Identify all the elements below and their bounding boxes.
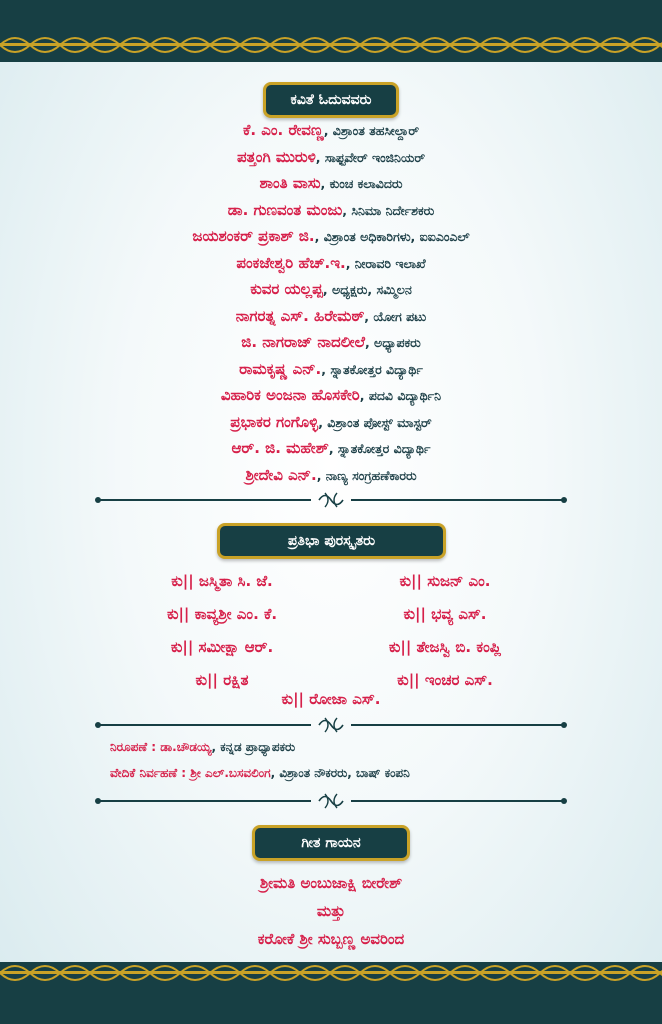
list-item: ಕೆ. ಎಂ. ರೇವಣ್ಣ, ವಿಶ್ರಾಂತ ತಹಸೀಲ್ದಾರ್ [242,121,420,139]
ornamental-border-top [0,30,662,60]
list-item: ನಾಗರತ್ನ ಎಸ್. ಹಿರೇಮಠ್, ಯೋಗ ಪಟು [235,306,427,325]
list-item: ಪಂಕಜೇಶ್ವರಿ ಹೆಚ್.ಇ., ನೀರಾವರಿ ಇಲಾಖೆ [236,253,426,272]
list-item: ಜಿ. ನಾಗರಾಜ್ ನಾದಲೀಲೆ, ಅಧ್ಯಾಪಕರು [241,333,421,351]
ornamental-border-bottom [0,958,662,988]
moderation-credit: ನಿರೂಪಣೆ : ಡಾ.ಚೌಡಯ್ಯ, ಕನ್ನಡ ಪ್ರಾಧ್ಯಾಪಕರು [110,740,296,754]
stage-credit: ವೇದಿಕೆ ನಿರ್ವಹಣೆ : ಶ್ರೀ ಎಲ್.ಬಸವಲಿಂಗ, ವಿಶ್ರಾಂತ ನೌಕರರು, ಬಾಷ್ ಕಂಪನಿ [110,766,410,780]
award-name: ಕು|| ಸುಜನ್ ಎಂ. [399,572,491,590]
list-item: ಡಾ. ಗುಣವಂತ ಮಂಜು, ಸಿನಿಮಾ ನಿರ್ದೇಶಕರು [227,200,435,219]
award-name-last: ಕು|| ರೋಜಾ ಎಸ್. [281,690,381,708]
list-item: ಪ್ರಭಾಕರ ಗಂಗೊಳ್ಳಿ, ವಿಶ್ರಾಂತ ಪೋಸ್ಟ್ ಮಾಸ್ಟರ್ [230,412,432,431]
list-item: ಕುವರ ಯಲ್ಲಪ್ಪ, ಅಧ್ಯಕ್ಷರು, ಸಮ್ಮಿಲನ [250,280,412,298]
awards-heading: ಪ್ರತಿಭಾ ಪುರಸ್ಕೃತರು [217,523,446,559]
awards-left-column [102,565,342,697]
singer-line-2: ಮತ್ತು [316,902,346,920]
ornament-divider [95,792,567,810]
songs-heading: ಗೀತ ಗಾಯನ [252,825,410,861]
award-name: ಕು|| ಸಮೀಕ್ಷಾ ಆರ್. [170,638,274,656]
list-item: ಆರ್. ಜಿ. ಮಹೇಶ್, ಸ್ನಾತಕೋತ್ತರ ವಿದ್ಯಾರ್ಥಿ [231,439,431,457]
award-name: ಕು|| ಜಸ್ಮಿತಾ ಸಿ. ಜೆ. [171,572,273,590]
award-name: ಕು|| ಕಾವ್ಯಶ್ರೀ ಎಂ. ಕೆ. [166,605,278,623]
list-item: ಪತ್ತಂಗಿ ಮುರುಳಿ, ಸಾಫ್ಟವೇರ್ ಇಂಜಿನಿಯರ್ [236,147,426,166]
ornament-divider [95,716,567,734]
list-item: ಶಾಂತಿ ವಾಸು, ಕುಂಚ ಕಲಾವಿದರು [259,174,403,192]
award-name: ಕು|| ರಕ್ಷಿತ [195,671,249,689]
list-item: ಜಯಶಂಕರ್ ಪ್ರಕಾಶ್ ಜಿ., ವಿಶ್ರಾಂತ ಅಧಿಕಾರಿಗಳು, ಐಐಎಂಎಲ್ [192,227,470,245]
award-name: ಕು|| ಭವ್ಯ ಎಸ್. [403,605,487,623]
singer-line-3: ಕರೋಕೆ ಶ್ರೀ ಸುಬ್ಬಣ್ಣ ಅವರಿಂದ [257,930,405,948]
list-item: ಶ್ರೀದೇವಿ ಎನ್., ನಾಣ್ಯ ಸಂಗ್ರಹಣೆಕಾರರು [245,465,417,484]
ornament-divider [95,491,567,509]
poets-heading: ಕವಿತೆ ಓದುವವರು [263,82,399,118]
poets-list [0,117,662,488]
awards-right-column [325,565,565,697]
list-item: ವಿಹಾರಿಕ ಅಂಜನಾ ಹೊಸಕೇರಿ, ಪದವಿ ವಿದ್ಯಾರ್ಥಿನಿ [220,386,442,404]
list-item: ರಾಮಕೃಷ್ಣ ಎನ್., ಸ್ನಾತಕೋತ್ತರ ವಿದ್ಯಾರ್ಥಿ [239,359,423,378]
singer-line-1: ಶ್ರೀಮತಿ ಅಂಬುಜಾಕ್ಷಿ ಬೀರೇಶ್ [259,874,403,892]
award-name: ಕು|| ಇಂಚರ ಎಸ್. [397,671,493,689]
award-name: ಕು|| ತೇಜಸ್ವಿ ಬಿ. ಕಂಪ್ಲಿ [388,638,502,656]
